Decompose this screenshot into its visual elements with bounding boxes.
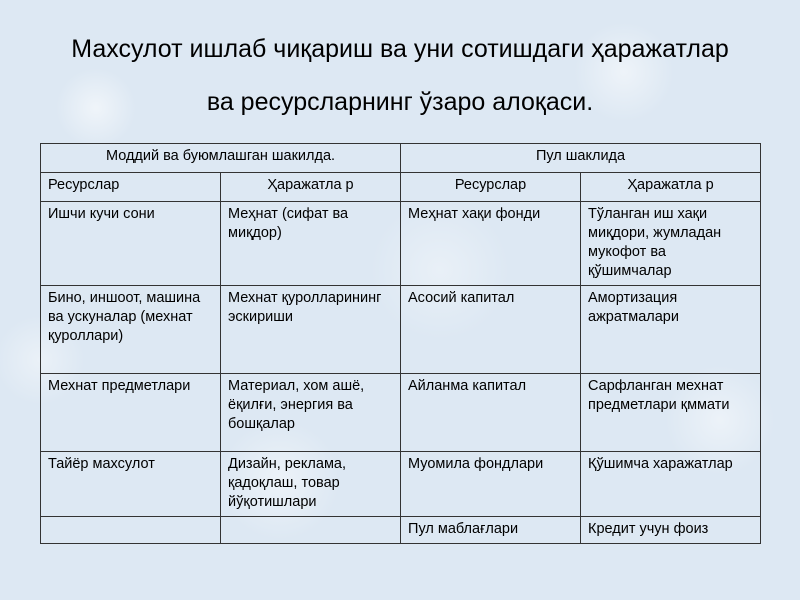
table-cell: Тўланган иш хақи миқдори, жумладан мукофот ва қўшимчалар <box>581 202 761 286</box>
table-cell: Меҳнат хақи фонди <box>401 202 581 286</box>
table-row <box>41 202 761 286</box>
table-cell: Мехнат қуролларининг эскириши <box>221 286 401 374</box>
table-group-header-row <box>41 144 761 173</box>
table-cell <box>41 517 221 544</box>
table-cell: Дизайн, реклама, қадоқлаш, товар йўқотишлари <box>221 452 401 517</box>
sub-header-cell: Ресурслар <box>401 173 581 202</box>
sub-header-cell: Ҳаражатла р <box>221 173 401 202</box>
table-row <box>41 374 761 452</box>
resources-costs-table <box>40 143 761 544</box>
table-cell: Амортизация ажратмалари <box>581 286 761 374</box>
table-cell: Мехнат предметлари <box>41 374 221 452</box>
sub-header-cell: Ресурслар <box>41 173 221 202</box>
table-cell: Меҳнат (сифат ва миқдор) <box>221 202 401 286</box>
table-cell: Муомила фондлари <box>401 452 581 517</box>
table-cell: Бино, иншоот, машина ва ускуналар (мехнат қуроллари) <box>41 286 221 374</box>
table-cell: Ишчи кучи сони <box>41 202 221 286</box>
table-cell: Кредит учун фоиз <box>581 517 761 544</box>
table-cell <box>221 517 401 544</box>
table-row <box>41 517 761 544</box>
group-header-material: Моддий ва буюмлашган шакилда. <box>41 144 401 173</box>
table-sub-header-row <box>41 173 761 202</box>
table-row <box>41 452 761 517</box>
table-cell: Қўшимча харажатлар <box>581 452 761 517</box>
slide-title-line-1: Махсулот ишлаб чиқариш ва уни сотишдаги ҳаражатлар <box>71 35 729 63</box>
slide-title-line-2: ва ресурсларнинг ўзаро алоқаси. <box>206 88 594 116</box>
table-cell: Айланма капитал <box>401 374 581 452</box>
table-cell: Сарфланган мехнат предметлари қммати <box>581 374 761 452</box>
table-cell: Асосий капитал <box>401 286 581 374</box>
table-row <box>41 286 761 374</box>
group-header-monetary: Пул шаклида <box>401 144 761 173</box>
table-cell: Пул маблағлари <box>401 517 581 544</box>
sub-header-cell: Ҳаражатла р <box>581 173 761 202</box>
table-cell: Материал, хом ашё, ёқилғи, энергия ва бошқалар <box>221 374 401 452</box>
table-cell: Тайёр махсулот <box>41 452 221 517</box>
